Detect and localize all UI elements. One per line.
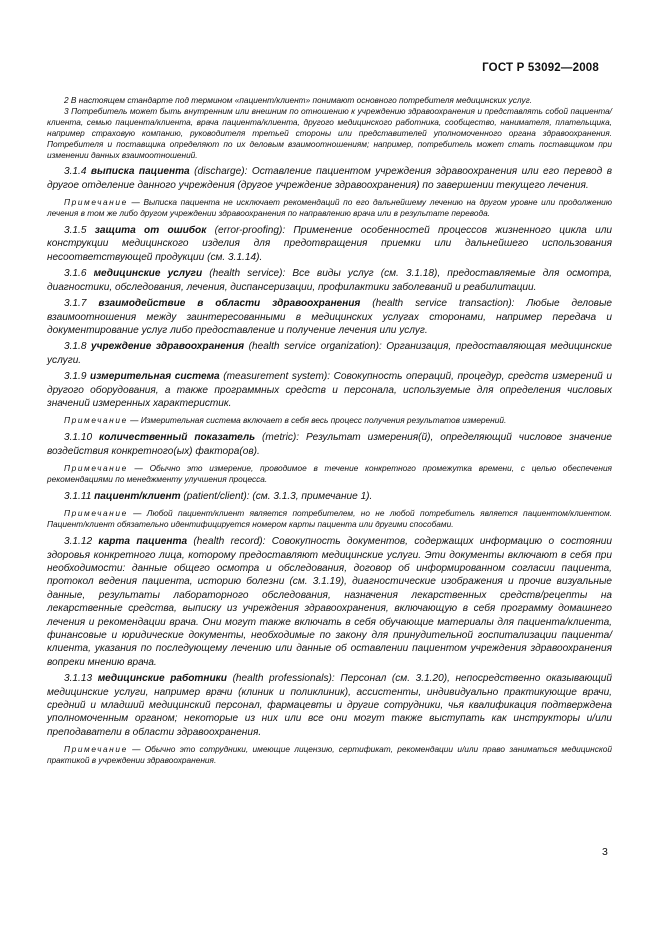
entry-3-1-13 — [47, 672, 612, 739]
entry-term: выписка пациента — [90, 166, 190, 178]
note-label: Примечание — [64, 463, 128, 474]
entry-number: 3.1.8 — [64, 341, 87, 353]
entry-term: учреждение здравоохранения — [91, 341, 245, 353]
note-text: — Измерительная система включает в себя весь процесс получения результатов измерений. — [127, 415, 507, 426]
entry-text: (error-proofing): Применение особенностей процессов жизненного цикла или конструкции медицинского изделия для предотвращения приемки или дальнейшего использования несоответствующей продукции (см. 3.1.14). — [47, 225, 612, 263]
entry-term: защита от ошибок — [94, 225, 207, 237]
entry-3-1-13-note — [47, 744, 612, 766]
entry-number: 3.1.5 — [64, 225, 87, 237]
entry-text: (health service): Все виды услуг (см. 3.1.18), предоставляемые для осмотра, диагностики, обследования, лечения, диспансеризации, профилактики заболеваний и реабилитации. — [47, 268, 612, 293]
entry-term: количественный показатель — [99, 432, 256, 444]
document-body — [47, 95, 612, 766]
note-label: Примечание — [64, 197, 128, 208]
entry-text: (health service transaction): Любые деловые взаимоотношения между заинтересованными в медицинских услугах сторонами, например передача и документирование услуг либо предоставление и получение лечения или услуг. — [47, 298, 612, 336]
entry-3-1-12 — [47, 535, 612, 669]
entry-text: (health professionals): Персонал (см. 3.1.20), непосредственно оказывающий медицинские услуги, например врачи (клиник и поликлиник), ассистенты, индивидуально практикующие врачи, средний и младший медицинский персонал, фармацевты и другие сотрудники, чья квалификация подтверждена уполномоченным органом; некоторые из них или все они могут также выступать как инструкторы и/или преподаватели в области здравоохранения. — [47, 673, 612, 738]
note-label: Примечание — [64, 508, 128, 519]
entry-3-1-9-note — [47, 415, 612, 426]
entry-number: 3.1.10 — [64, 432, 93, 444]
entry-term: медицинские работники — [97, 673, 227, 685]
entry-3-1-8 — [47, 340, 612, 367]
note-text: — Любой пациент/клиент является потребителем, но не любой потребитель является пациентом/клиентом. Пациент/клиент обязательно идентифицируется номером карты пациента или другими способами. — [47, 508, 612, 530]
entry-number: 3.1.9 — [64, 371, 87, 383]
entry-3-1-11-note — [47, 508, 612, 530]
standard-id: ГОСТ Р 53092—2008 — [482, 62, 599, 74]
note-text: — Выписка пациента не исключает рекомендаций по его дальнейшему лечению на другом уровне или продолжению лечения в том же либо другом учреждении здравоохранения по направлению врача или в результате перевода. — [47, 197, 612, 219]
note-text: — Обычно это сотрудники, имеющие лицензию, сертификат, рекомендации и/или право заниматься медицинской практикой в учреждении здравоохранения. — [47, 744, 612, 766]
entry-3-1-5 — [47, 224, 612, 264]
entry-text: (metric): Результат измерения(й), определяющий числовое значение воздействия конкретного(ых) фактора(ов). — [47, 432, 612, 457]
note-label: Примечание — [64, 415, 128, 426]
entry-number: 3.1.4 — [64, 166, 87, 178]
entry-number: 3.1.12 — [64, 536, 93, 548]
entry-term: пациент/клиент — [94, 490, 181, 502]
entry-3-1-6 — [47, 267, 612, 294]
note-label: Примечание — [64, 744, 128, 755]
entry-number: 3.1.11 — [64, 490, 92, 502]
note-2: 2 В настоящем стандарте под термином «пациент/клиент» понимают основного потребителя медицинских услуг. — [64, 95, 533, 105]
entry-number: 3.1.7 — [64, 298, 87, 310]
entry-3-1-4 — [47, 165, 612, 192]
entry-3-1-10 — [47, 431, 612, 458]
entry-text: (patient/client): (см. 3.1.3, примечание 1). — [180, 490, 373, 502]
entry-term: взаимодействие в области здравоохранения — [98, 298, 361, 310]
entry-3-1-10-note — [47, 463, 612, 485]
entry-term: измерительная система — [90, 371, 220, 383]
page-number: 3 — [602, 846, 608, 858]
entry-3-1-9 — [47, 370, 612, 410]
entry-3-1-4-note — [47, 197, 612, 219]
entry-number: 3.1.13 — [64, 673, 93, 685]
note-text: — Обычно это измерение, проводимое в течение конкретного промежутка времени, с целью обеспечения рекомендациями по менеджменту улучшения процесса. — [47, 463, 612, 484]
entry-text: (measurement system): Совокупность операций, процедур, средств измерений и другого оборудования, а также программных средств и персонала, используемые для определения числовых значений измеренных характеристик. — [47, 371, 612, 409]
entry-term: карта пациента — [98, 536, 188, 548]
entry-term: медицинские услуги — [93, 268, 203, 280]
entry-text: (health record): Совокупность документов, содержащих информацию о состоянии здоровья конкретного лица, которому предоставляют медицинские услуги. Эти документы включают в себя при необходимости: данные общего осмотра и обследования, договор об информированном согласии пациента, протокол ведения пациента, историю болезни (см. 3.1.19), диагностические изображения и прочие визуальные данные, результаты лабораторного обследования, назначения лекарственных средств/рецепты на лекарственные средства, выписку из учреждения здравоохранения, включающую в себя программу домашнего лечения и рекомендации врача. Они могут также включать в себя обучающие материалы для пациента/клиента, финансовые и юридические документы, необходимые по закону для принудительной госпитализации пациента/клиента, указания по последующему лечению или данные об оставлении пациентом учреждения здравоохранения вопреки мнению врача. — [47, 536, 612, 668]
entry-3-1-7 — [47, 297, 612, 337]
entry-text: (discharge): Оставление пациентом учреждения здравоохранения или его перевод в другое отделение данного учреждения (другое учреждение здравоохранения) по завершении текущего лечения. — [47, 166, 612, 191]
entry-text: (health service organization): Организация, предоставляющая медицинские услуги. — [47, 341, 612, 366]
entry-3-1-11 — [47, 490, 612, 503]
note-3: 3 Потребитель может быть внутренним или внешним по отношению к учреждению здравоохранения и представлять собой пациента/клиента, семью пациента/клиента, врача пациента/клиента, другого медицинского работника, сообщество, нанимателя, плательщика, например страховую компанию, руководителя третьей стороны или представителей уполномоченного органа здравоохранения. Потребителя и поставщика определяют по их деловым взаимоотношениям; например, потребитель может стать поставщиком при изменении данных взаимоотношений. — [47, 105, 612, 160]
entry-number: 3.1.6 — [64, 268, 87, 280]
